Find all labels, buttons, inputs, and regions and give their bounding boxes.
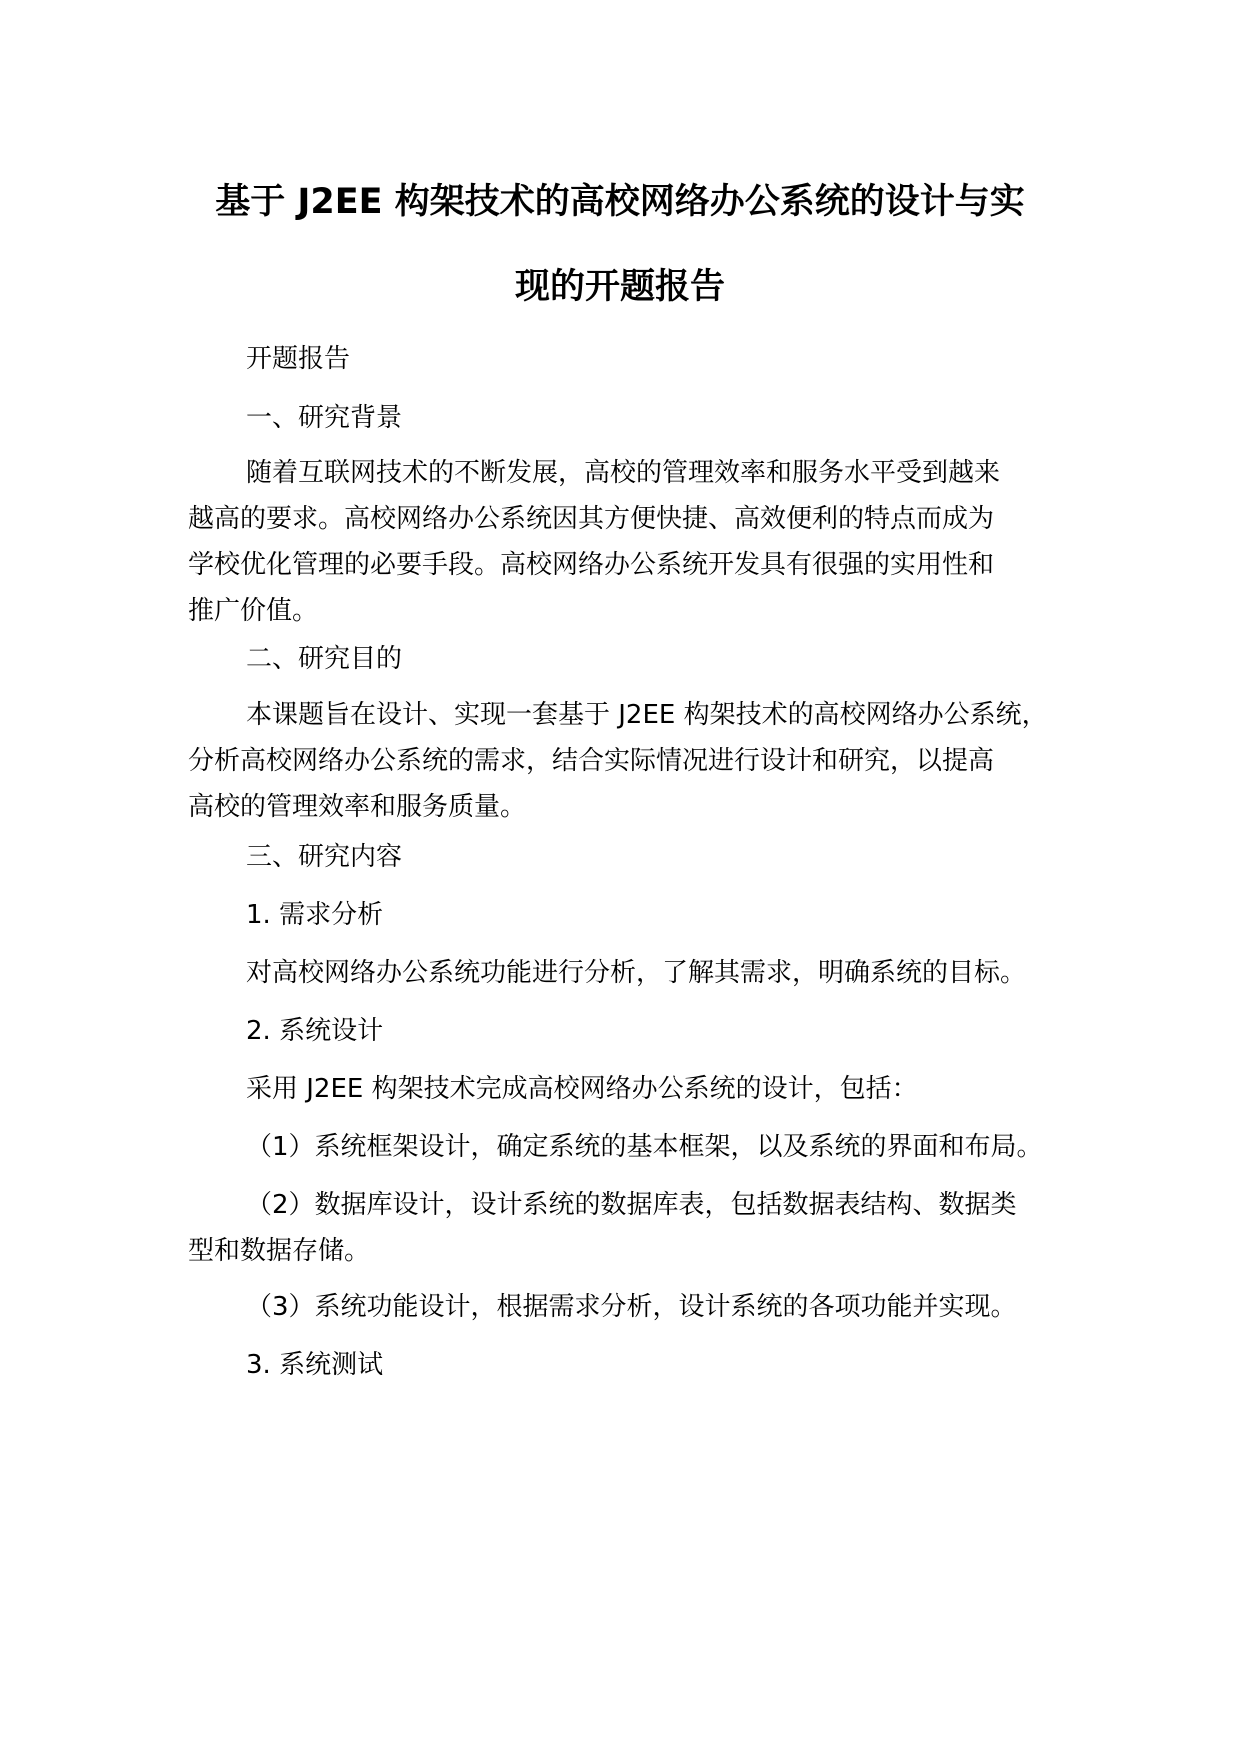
document-title-line-2: 现的开题报告 — [514, 267, 725, 307]
paragraph-purpose — [188, 692, 1088, 830]
paragraph-line: 随着互联网技术的不断发展，高校的管理效率和服务水平受到越来 — [246, 458, 1001, 488]
paragraph-line: 型和数据存储。 — [188, 1236, 371, 1266]
paragraph-design-item-1: （1）系统框架设计，确定系统的基本框架，以及系统的界面和布局。 — [246, 1132, 1043, 1162]
paragraph-line: 高校的管理效率和服务质量。 — [188, 792, 527, 822]
section-heading-content: 三、研究内容 — [246, 842, 403, 872]
paragraph-design-item-3: （3）系统功能设计，根据需求分析，设计系统的各项功能并实现。 — [246, 1292, 1017, 1322]
subheading-requirements: 1. 需求分析 — [246, 900, 384, 930]
paragraph-line: 本课题旨在设计、实现一套基于 J2EE 构架技术的高校网络办公系统， — [246, 700, 1048, 730]
paragraph-report-label: 开题报告 — [246, 344, 351, 374]
paragraph-design-intro: 采用 J2EE 构架技术完成高校网络办公系统的设计，包括： — [246, 1074, 918, 1104]
section-heading-purpose: 二、研究目的 — [246, 644, 403, 674]
section-heading-background: 一、研究背景 — [246, 403, 403, 433]
paragraph-background — [188, 450, 1088, 634]
paragraph-line: （2）数据库设计，设计系统的数据库表，包括数据表结构、数据类 — [246, 1190, 1017, 1220]
subheading-design: 2. 系统设计 — [246, 1016, 384, 1046]
paragraph-line: 推广价值。 — [188, 596, 319, 626]
paragraph-line: 学校优化管理的必要手段。高校网络办公系统开发具有很强的实用性和 — [188, 550, 995, 580]
paragraph-line: 越高的要求。高校网络办公系统因其方便快捷、高效便利的特点而成为 — [188, 504, 995, 534]
paragraph-line: 分析高校网络办公系统的需求，结合实际情况进行设计和研究，以提高 — [188, 746, 995, 776]
subheading-testing: 3. 系统测试 — [246, 1350, 384, 1380]
document-title-line-1: 基于 J2EE 构架技术的高校网络办公系统的设计与实 — [215, 182, 1025, 222]
paragraph-design-item-2 — [188, 1182, 1088, 1274]
paragraph-requirements: 对高校网络办公系统功能进行分析，了解其需求，明确系统的目标。 — [246, 958, 1027, 988]
